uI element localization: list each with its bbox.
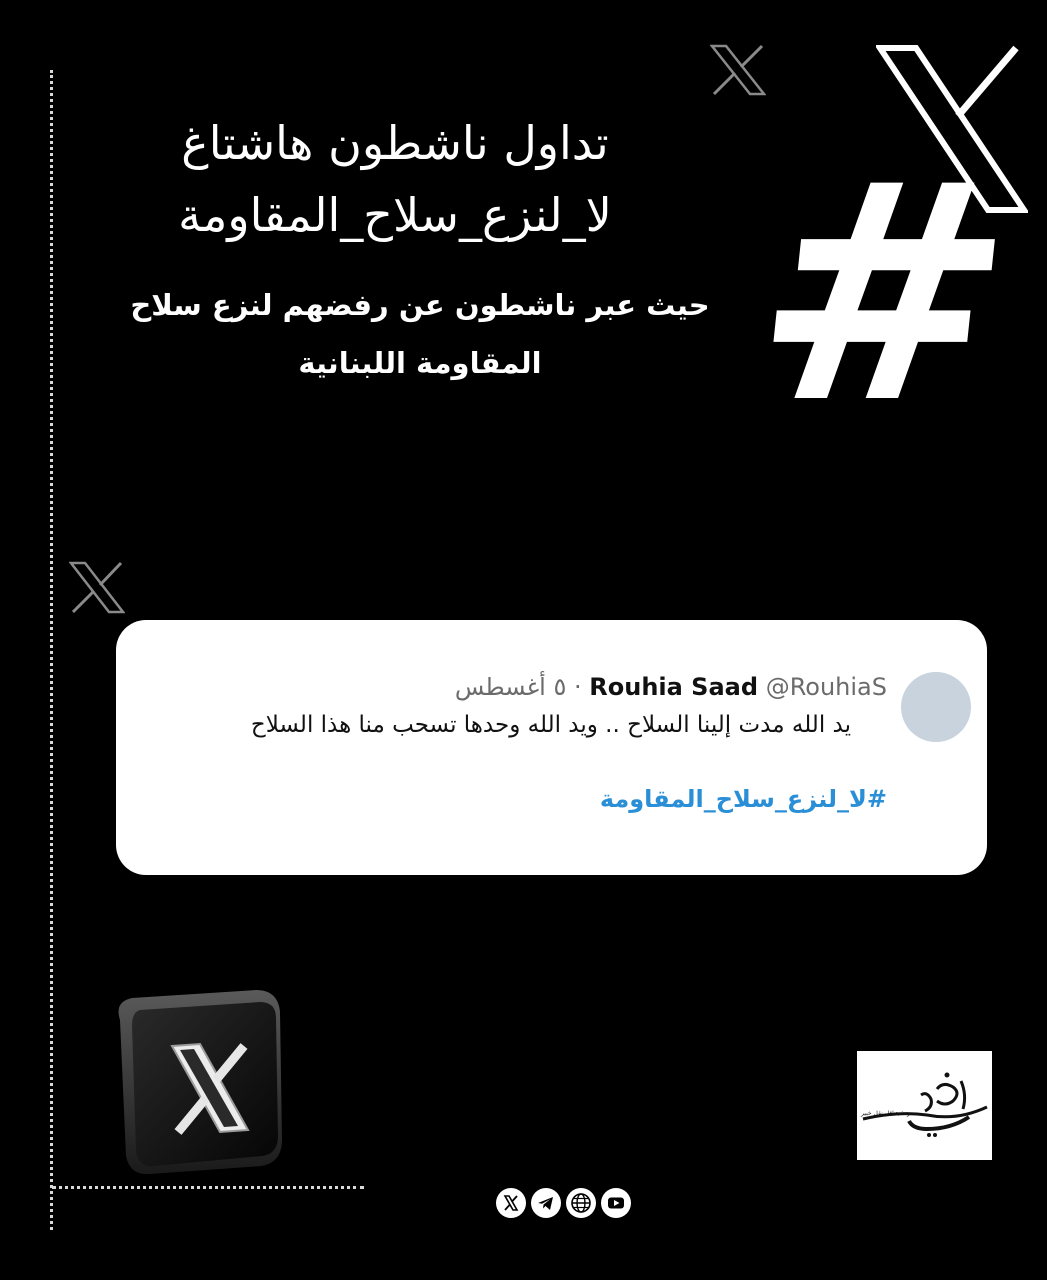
tweet-hashtag-link[interactable]: #لا_لنزع_سلاح_المقاومة [599, 785, 887, 813]
hashtag-symbol: # [739, 120, 1028, 469]
headline-line-1: تداول ناشطون هاشتاغ [181, 116, 609, 170]
tweet-date[interactable]: ٥ أغسطس [454, 673, 567, 701]
tweet-separator: · [573, 673, 582, 701]
tweet-author-name[interactable]: Rouhia Saad [589, 673, 759, 701]
tweet-author-handle[interactable]: @RouhiaS [765, 673, 887, 701]
youtube-icon [601, 1188, 631, 1218]
tweet-text: يد الله مدت إلينا السلاح .. ويد الله وحدها تسحب منا هذا السلاح [250, 712, 851, 738]
dotted-divider-vertical [50, 70, 53, 1230]
telegram-icon [531, 1188, 561, 1218]
social-links [494, 1188, 634, 1222]
headline [130, 112, 660, 246]
globe-icon [566, 1188, 596, 1218]
x-logo-outline-icon [69, 561, 125, 614]
avatar[interactable] [901, 672, 971, 742]
subtitle-line-2: المقاومة اللبنانية [298, 346, 542, 380]
youtube-social-link[interactable] [601, 1188, 631, 1218]
calligraphy-logo-icon [857, 1051, 992, 1160]
subtitle [120, 276, 720, 392]
logo-script-text: خبيب [945, 1113, 948, 1114]
x-icon [496, 1188, 526, 1218]
tweet-header [455, 673, 887, 701]
x-app-3d-icon [106, 990, 284, 1176]
dotted-divider-horizontal [52, 1186, 364, 1189]
subtitle-line-1: حيث عبر ناشطون عن رفضهم لنزع سلاح [130, 288, 710, 322]
publisher-logo [857, 1051, 992, 1160]
x-social-link[interactable] [496, 1188, 526, 1218]
logo-tagline: ردة بتناقل نقل خبير [861, 1110, 910, 1117]
telegram-social-link[interactable] [531, 1188, 561, 1218]
website-social-link[interactable] [566, 1188, 596, 1218]
tweet-card [116, 620, 987, 875]
headline-line-2: لا_لنزع_سلاح_المقاومة [178, 188, 612, 242]
x-logo-outline-icon [710, 44, 766, 96]
